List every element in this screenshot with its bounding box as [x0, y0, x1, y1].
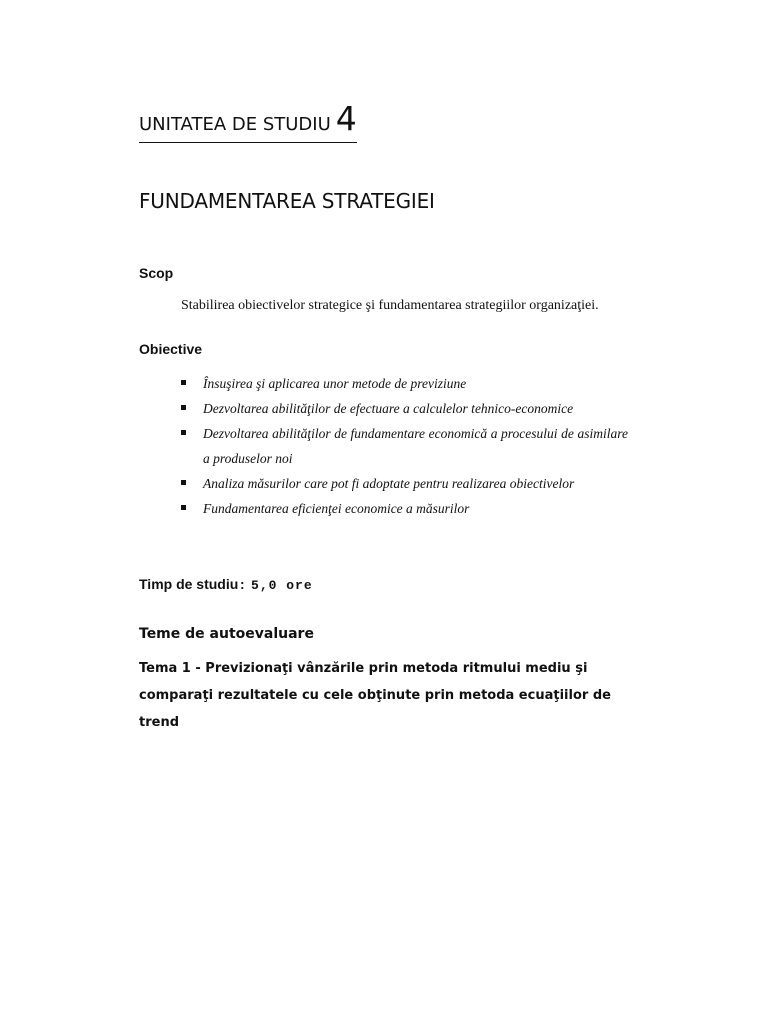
- self-evaluation-label: Teme de autoevaluare: [139, 626, 314, 642]
- unit-heading: [139, 99, 357, 143]
- bullet-square-icon: [181, 505, 186, 510]
- unit-number: 4: [335, 99, 357, 138]
- bullet-square-icon: [181, 430, 186, 435]
- scope-label: Scop: [139, 265, 174, 281]
- bullet-square-icon: [181, 380, 186, 385]
- objective-text: Fundamentarea eficienţei economice a măsurilor: [203, 501, 470, 516]
- scope-text: Stabilirea obiectivelor strategice şi fundamentarea strategiilor organizaţiei.: [181, 298, 599, 313]
- study-time: [139, 576, 313, 593]
- objective-text: Însuşirea şi aplicarea unor metode de previziune: [203, 376, 467, 391]
- study-time-label: Timp de studiu: [139, 576, 239, 592]
- theme-1-text: Tema 1 - Previzionaţi vânzările prin metoda ritmului mediu şi comparaţi rezultatele cu cele obţinute prin metoda ecuaţiilor de trend: [139, 661, 611, 730]
- objective-text: Dezvoltarea abilităţilor de fundamentare economică a procesului de asimilare a produselor noi: [203, 426, 628, 466]
- chapter-title: FUNDAMENTAREA STRATEGIEI: [139, 189, 435, 213]
- objective-text: Analiza măsurilor care pot fi adoptate pentru realizarea obiectivelor: [203, 476, 575, 491]
- objective-item: [181, 371, 628, 396]
- objective-item: [181, 496, 628, 521]
- study-time-separator: :: [238, 578, 248, 593]
- bullet-square-icon: [181, 405, 186, 410]
- objective-text: Dezvoltarea abilităţilor de efectuare a calculelor tehnico-economice: [203, 401, 574, 416]
- unit-label: UNITATEA DE STUDIU: [139, 114, 331, 135]
- objective-item: [181, 421, 628, 471]
- objectives-label: Obiective: [139, 341, 203, 357]
- study-time-value: 5,0 ore: [251, 578, 313, 593]
- objective-item: [181, 396, 628, 421]
- objective-item: [181, 471, 628, 496]
- bullet-square-icon: [181, 480, 186, 485]
- objectives-list: [181, 371, 628, 521]
